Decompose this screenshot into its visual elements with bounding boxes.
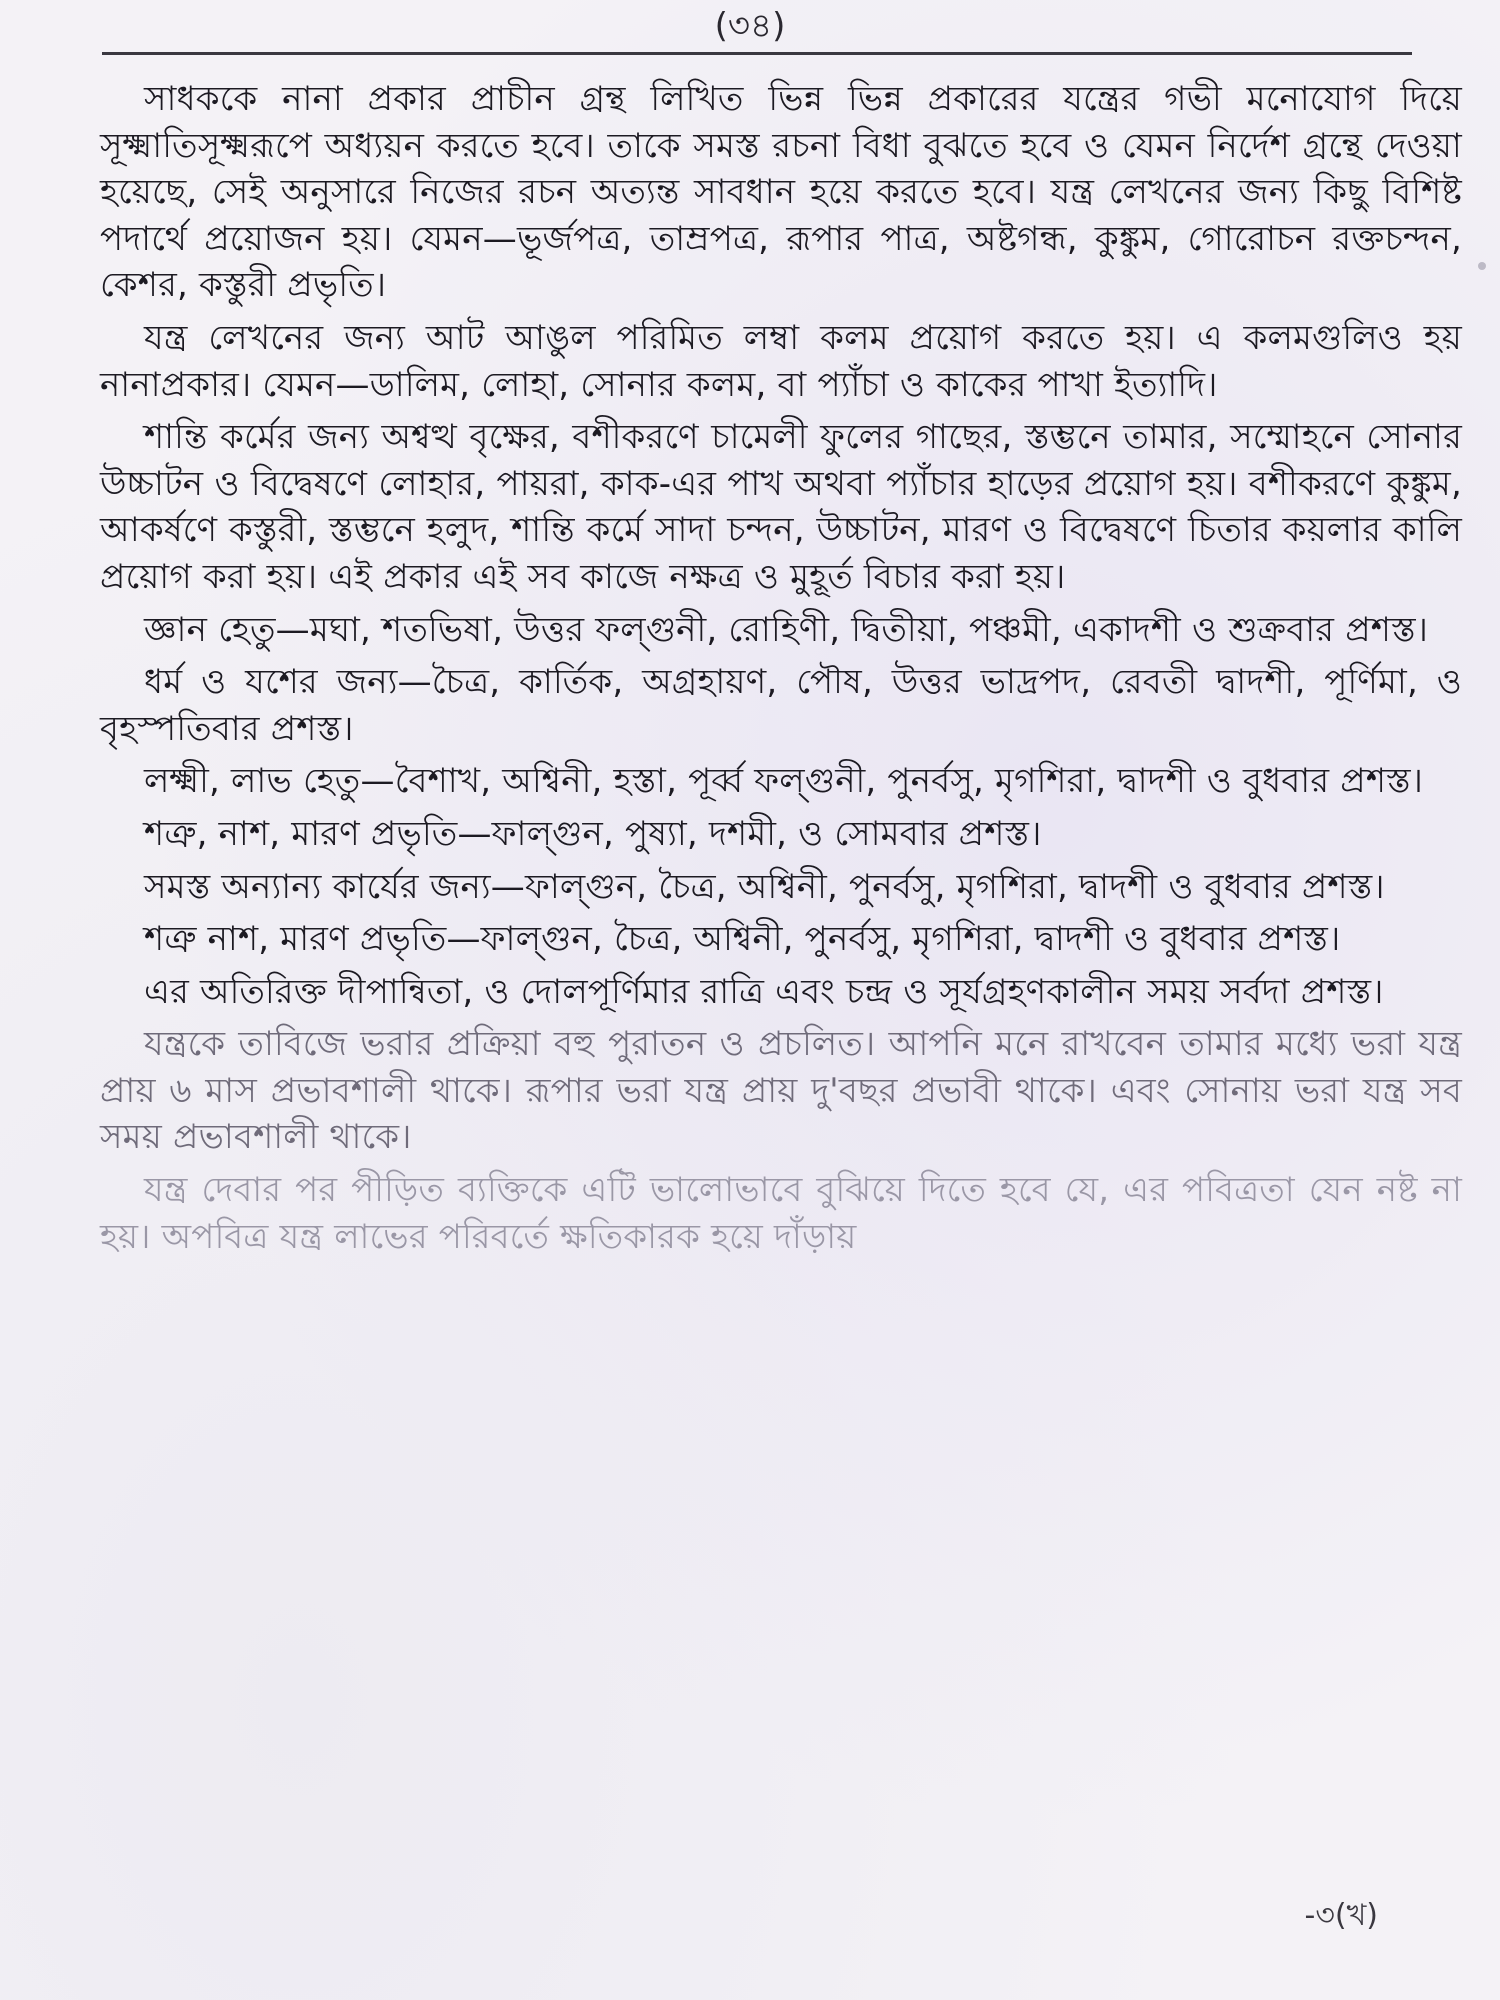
paragraph-knowledge: জ্ঞান হেতু—মঘা, শতভিষা, উত্তর ফল্গুনী, রোহিণী, দ্বিতীয়া, পঞ্চমী, একাদশী ও শুক্রবার প্রশস্ত। (144, 609, 1429, 650)
paragraph-materials: সাধককে নানা প্রকার প্রাচীন গ্রন্থ লিখিত ভিন্ন ভিন্ন প্রকারের যন্ত্রের গভী মনোযোগ দিয়ে সূক্ষ্মাতিসূক্ষ্মরূপে অধ্যয়ন করতে হবে। তাকে সমস্ত রচনা বিধা বুঝতে হবে ও যেমন নির্দেশ গ্রন্থে দেওয়া হয়েছে, সেই অনুসারে নিজের রচন অত্যন্ত সাবধান হয়ে করতে হবে। যন্ত্র লেখনের জন্য কিছু বিশিষ্ট পদার্থে প্রয়োজন হয়। যেমন—ভূর্জপত্র, তাম্রপত্র, রূপার পাত্র, অষ্টগন্ধ, কুঙ্কুম, গোরোচন রক্তচন্দন, কেশর, কস্তুরী প্রভৃতি। (100, 79, 1462, 306)
body-text (100, 76, 1462, 1266)
paragraph-amulet: যন্ত্রকে তাবিজে ভরার প্রক্রিয়া বহু পুরাতন ও প্রচলিত। আপনি মনে রাখবেন তামার মধ্যে ভরা যন্ত্র প্রায় ৬ মাস প্রভাবশালী থাকে। রূপার ভরা যন্ত্র প্রায় দু'বছর প্রভাবী থাকে। এবং সোনায় ভরা যন্ত্র সব সময় প্রভাবশালী থাকে। (100, 1024, 1462, 1158)
paragraph-auspicious-times: এর অতিরিক্ত দীপান্বিতা, ও দোলপূর্ণিমার রাত্রি এবং চন্দ্র ও সূর্যগ্রহণকালীন সময় সর্বদা প্রশস্ত। (144, 971, 1384, 1012)
paragraph-purity: যন্ত্র দেবার পর পীড়িত ব্যক্তিকে এটি ভালোভাবে বুঝিয়ে দিতে হবে যে, এর পবিত্রতা যেন নষ্ট না হয়। অপবিত্র যন্ত্র লাভের পরিবর্তে ক্ষতিকারক হয়ে দাঁড়ায় (100, 1170, 1462, 1257)
paragraph-rituals: শান্তি কর্মের জন্য অশ্বত্থ বৃক্ষের, বশীকরণে চামেলী ফুলের গাছের, স্তম্ভনে তামার, সম্মোহনে সোনার উচ্চাটন ও বিদ্বেষণে লোহার, পায়রা, কাক-এর পাখ অথবা প্যাঁচার হাড়ের প্রয়োগ হয়। বশীকরণে কুঙ্কুম, আকর্ষণে কস্তুরী, স্তম্ভনে হলুদ, শান্তি কর্মে সাদা চন্দন, উচ্চাটন, মারণ ও বিদ্বেষণে চিতার কয়লার কালি প্রয়োগ করা হয়। এই প্রকার এই সব কাজে নক্ষত্র ও মুহূর্ত বিচার করা হয়। (100, 417, 1462, 597)
paragraph-pens: যন্ত্র লেখনের জন্য আট আঙুল পরিমিত লম্বা কলম প্রয়োগ করতে হয়। এ কলমগুলিও হয় নানাপ্রকার। যেমন—ডালিম, লোহা, সোনার কলম, বা প্যাঁচা ও কাকের পাখা ইত্যাদি। (100, 317, 1462, 405)
page-number: (৩৪) (714, 6, 786, 46)
paragraph-other-works: সমস্ত অন্যান্য কার্যের জন্য—ফাল্গুন, চৈত্র, অশ্বিনী, পুনর্বসু, মৃগশিরা, দ্বাদশী ও বুধবার প্রশস্ত। (144, 866, 1385, 907)
paragraph-dharma: ধর্ম ও যশের জন্য—চৈত্র, কার্তিক, অগ্রহায়ণ, পৌষ, উত্তর ভাদ্রপদ, রেবতী দ্বাদশী, পূর্ণিমা, ও বৃহস্পতিবার প্রশস্ত। (100, 662, 1462, 749)
header-rule (102, 52, 1412, 55)
paragraph-enemy-2: শত্রু নাশ, মারণ প্রভৃতি—ফাল্গুন, চৈত্র, অশ্বিনী, পুনর্বসু, মৃগশিরা, দ্বাদশী ও বুধবার প্রশস্ত। (144, 919, 1341, 960)
scan-mark (1478, 262, 1486, 270)
paragraph-lakshmi: লক্ষ্মী, লাভ হেতু—বৈশাখ, অশ্বিনী, হস্তা, পূর্ব্ব ফল্গুনী, পুনর্বসু, মৃগশিরা, দ্বাদশী ও বুধবার প্রশস্ত। (144, 761, 1424, 802)
paragraph-enemy-1: শত্রু, নাশ, মারণ প্রভৃতি—ফাল্গুন, পুষ্যা, দশমী, ও সোমবার প্রশস্ত। (144, 813, 1042, 854)
footer-signature: -৩(খ) (1304, 1898, 1378, 1933)
